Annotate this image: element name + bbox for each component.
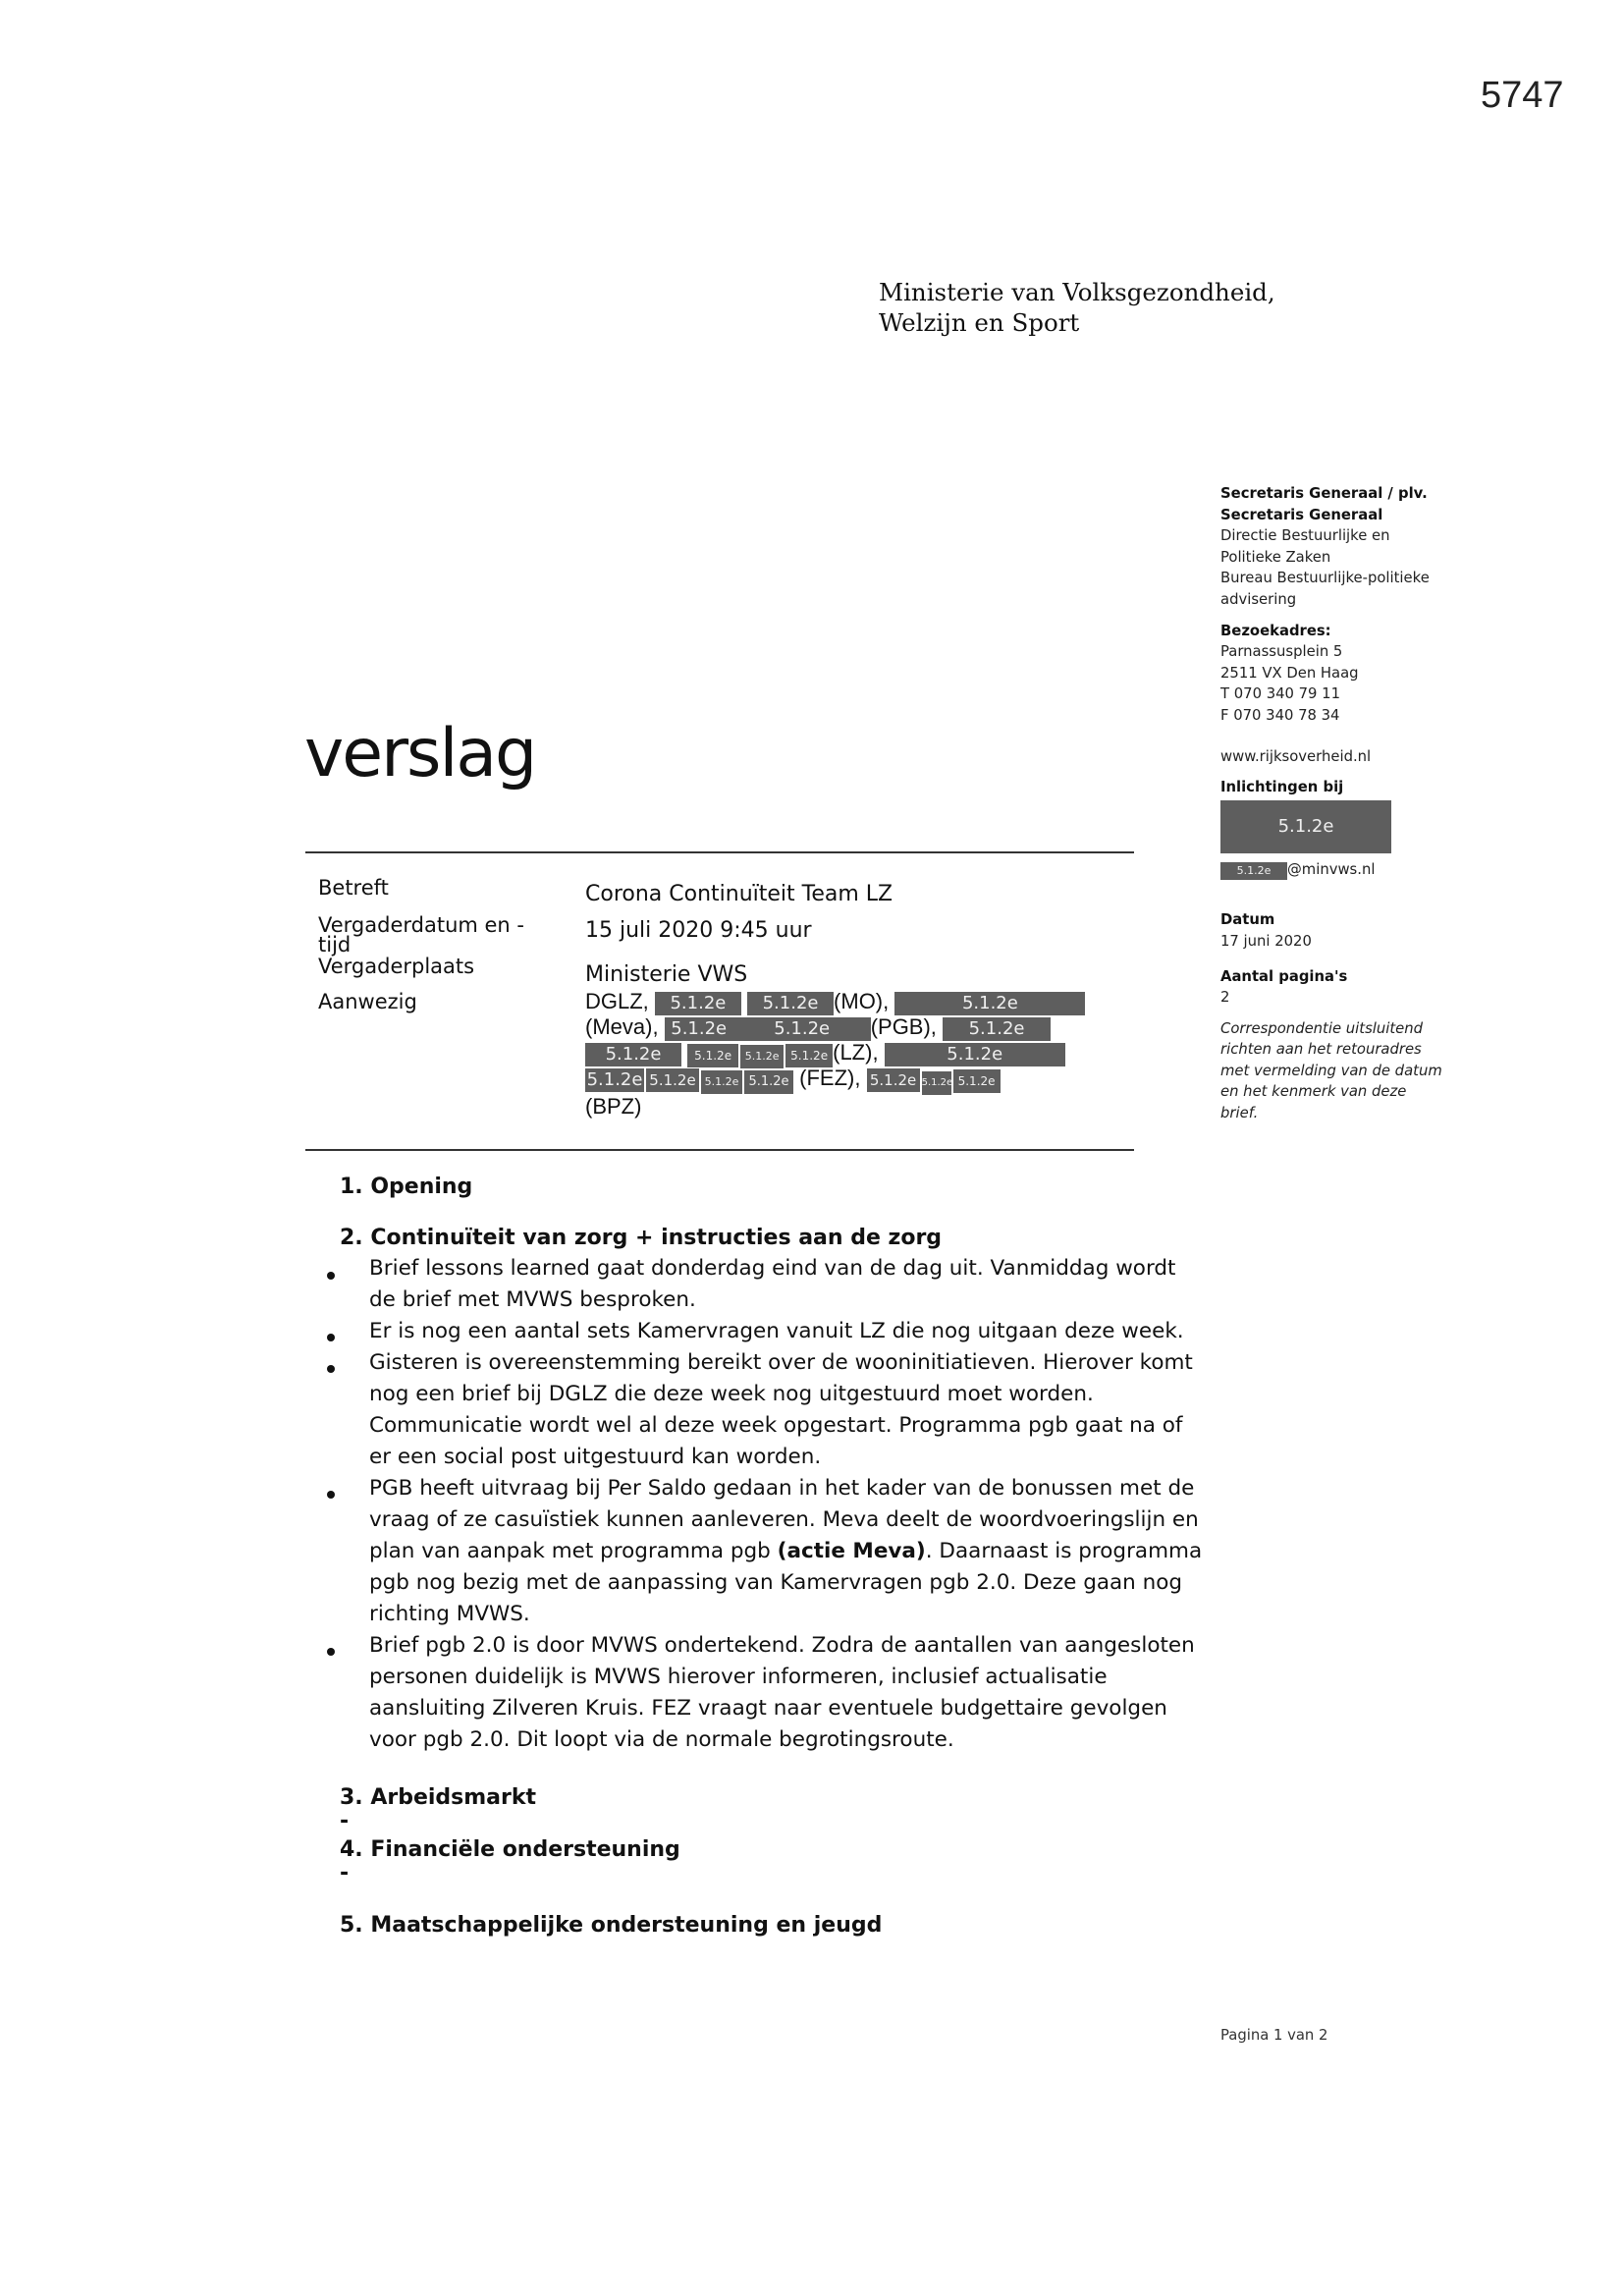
redaction-block: 5.1.2e [744,1070,793,1094]
subject-label: Betreft [318,876,389,900]
agenda-item-4: 4. Financiële ondersteuning [340,1837,680,1862]
redaction-block: 5.1.2e [646,1068,699,1092]
bullet-marker [327,1334,335,1341]
attendee-pgb: (PGB), [870,1014,937,1039]
fax-number: F 070 340 78 34 [1220,706,1340,724]
bullet-line: Communicatie wordt wel al deze week opgestart. Programma pgb gaat na of [369,1413,1183,1438]
meeting-date-label [318,915,524,955]
subject-value: Corona Continuïteit Team LZ [585,882,893,906]
ministry-name [879,277,1275,338]
bullet-line: richting MVWS. [369,1602,530,1626]
redaction-block: 5.1.2e [586,1069,643,1090]
bullet-line: Brief pgb 2.0 is door MVWS ondertekend. Zodra de aantallen van aangesloten [369,1633,1195,1658]
page-footer: Pagina 1 van 2 [1220,2027,1328,2044]
meeting-place-label: Vergaderplaats [318,955,475,978]
redaction-block: 5.1.2e [665,1017,733,1041]
redaction-block: 5.1.2e [922,1071,951,1095]
redaction-block: 5.1.2e [687,1044,738,1067]
note-line-3: met vermelding van de datum [1220,1062,1442,1079]
note-line-1: Correspondentie uitsluitend [1220,1019,1424,1037]
bullet-line: er een social post uitgestuurd kan worden. [369,1445,822,1469]
agenda-item-3: 3. Arbeidsmarkt [340,1785,537,1810]
bullet-line: nog een brief bij DGLZ die deze week nog uitgestuurd moet worden. [369,1382,1094,1406]
redaction-block: 5.1.2e [701,1070,742,1094]
bullet-text: plan van aanpak met programma pgb [369,1539,778,1563]
sidebar [1220,483,1495,1124]
bullet-text: . Daarnaast is programma [925,1539,1203,1563]
meeting-date-value: 15 juli 2020 9:45 uur [585,918,812,943]
redaction-block: 5.1.2e [867,1068,920,1092]
agenda-item-5: 5. Maatschappelijke ondersteuning en jeugd [340,1913,883,1938]
redaction-block: 5.1.2e [585,1043,681,1066]
bullet-item-1 [369,1253,1214,1316]
attendee-lz: (LZ), [833,1040,879,1065]
bullet-item-3 [369,1347,1214,1473]
bullet-line: Gisteren is overeenstemming bereikt over de wooninitiatieven. Hierover komt [369,1350,1193,1375]
ministry-line-2: Welzijn en Sport [879,308,1080,337]
sender-line-1: Secretaris Generaal / plv. [1220,485,1428,502]
note-line-2: richten aan het retouradres [1220,1041,1422,1059]
agenda-item-4-dash: - [340,1861,350,1886]
info-contact-redaction: 5.1.2e [1220,800,1391,853]
attendee-bpz: (BPZ) [585,1094,642,1119]
meeting-place-value: Ministerie VWS [585,962,748,987]
phone-number: T 070 340 79 11 [1220,685,1340,703]
bullet-line: aansluiting Zilveren Kruis. FEZ vraagt naar eventuele budgettaire gevolgen [369,1696,1167,1721]
redaction-block: 5.1.2e [894,992,1085,1015]
attendee-meva: (Meva), [585,1014,659,1039]
agenda-item-2: 2. Continuïteit van zorg + instructies aan de zorg [340,1226,943,1250]
attendees-line-1 [585,989,1085,1015]
note-line-5: brief. [1220,1105,1259,1122]
redaction-block: 5.1.2e [953,1069,1001,1093]
department-line-3: Bureau Bestuurlijke-politieke [1220,570,1430,587]
department-line-2: Politieke Zaken [1220,548,1331,566]
ministry-line-1: Ministerie van Volksgezondheid, [879,278,1275,306]
bullet-line: de brief met MVWS besproken. [369,1287,696,1312]
bullet-line: Brief lessons learned gaat donderdag eind van de dag uit. Vanmiddag wordt [369,1256,1176,1281]
redaction-block: 5.1.2e [785,1044,833,1067]
action-highlight: (actie Meva) [777,1539,926,1563]
agenda-item-3-dash: - [340,1809,350,1833]
redaction-block: 5.1.2e [740,1045,784,1068]
bullet-marker [327,1365,335,1373]
document-title: verslag [304,715,536,793]
visit-address-label: Bezoekadres: [1220,622,1331,639]
bullet-line: voor pgb 2.0. Dit loopt via de normale begrotingsroute. [369,1727,954,1752]
email-line [1220,859,1495,881]
meta-bottom-rule [305,1149,1134,1151]
pages-value: 2 [1220,989,1230,1007]
redaction-block: 5.1.2e [885,1043,1065,1066]
bullet-marker [327,1491,335,1499]
bullet-marker [327,1272,335,1280]
date-value: 17 juni 2020 [1220,932,1312,950]
present-label: Aanwezig [318,990,417,1013]
bullet-line: Er is nog een aantal sets Kamervragen vanuit LZ die nog uitgaan deze week. [369,1319,1184,1343]
meta-top-rule [305,851,1134,853]
info-label: Inlichtingen bij [1220,779,1344,796]
redaction-block: 5.1.2e [943,1017,1051,1041]
attendee-mo: (MO), [834,989,890,1013]
bullet-line: personen duidelijk is MVWS hierover informeren, inclusief actualisatie [369,1665,1108,1689]
department-line-1: Directie Bestuurlijke en [1220,527,1390,545]
attendees-line-2 [585,1014,1051,1041]
meeting-date-label-line-2: tijd [318,933,352,957]
meeting-date-label-line-1: Vergaderdatum en - [318,913,524,937]
pages-label: Aantal pagina's [1220,967,1348,985]
bullet-line: pgb nog bezig met de aanpassing van Kamervragen pgb 2.0. Deze gaan nog [369,1570,1183,1595]
redaction-block: 5.1.2e [733,1017,871,1041]
attendees-line-3 [585,1040,1065,1068]
redaction-block: 5.1.2e [747,992,834,1015]
sender-line-2: Secretaris Generaal [1220,506,1383,523]
date-label: Datum [1220,911,1275,929]
bullet-item-5 [369,1630,1214,1756]
department-line-4: advisering [1220,590,1297,608]
attendees-line-4 [585,1066,1001,1095]
page-number: 5747 [1481,75,1564,116]
bullet-line: vraag of ze casuïstiek kunnen aanleveren. Meva deelt de woordvoeringslijn en [369,1507,1199,1532]
bullet-line: PGB heeft uitvraag bij Per Saldo gedaan in het kader van de bonussen met de [369,1476,1195,1501]
attendee-fez: (FEZ), [799,1066,861,1090]
address-line-1: Parnassusplein 5 [1220,643,1343,661]
bullet-item-2 [369,1316,1214,1347]
agenda-item-1: 1. Opening [340,1175,473,1199]
email-redaction: 5.1.2e [1220,862,1287,880]
redaction-block: 5.1.2e [655,992,741,1015]
attendee-dglz: DGLZ, [585,989,649,1013]
website: www.rijksoverheid.nl [1220,747,1372,765]
email-domain: @minvws.nl [1287,860,1376,878]
bullet-item-4 [369,1473,1214,1630]
bullet-line [369,1536,1214,1567]
bullet-marker [327,1648,335,1656]
address-line-2: 2511 VX Den Haag [1220,664,1359,682]
note-line-4: en het kenmerk van deze [1220,1083,1407,1101]
